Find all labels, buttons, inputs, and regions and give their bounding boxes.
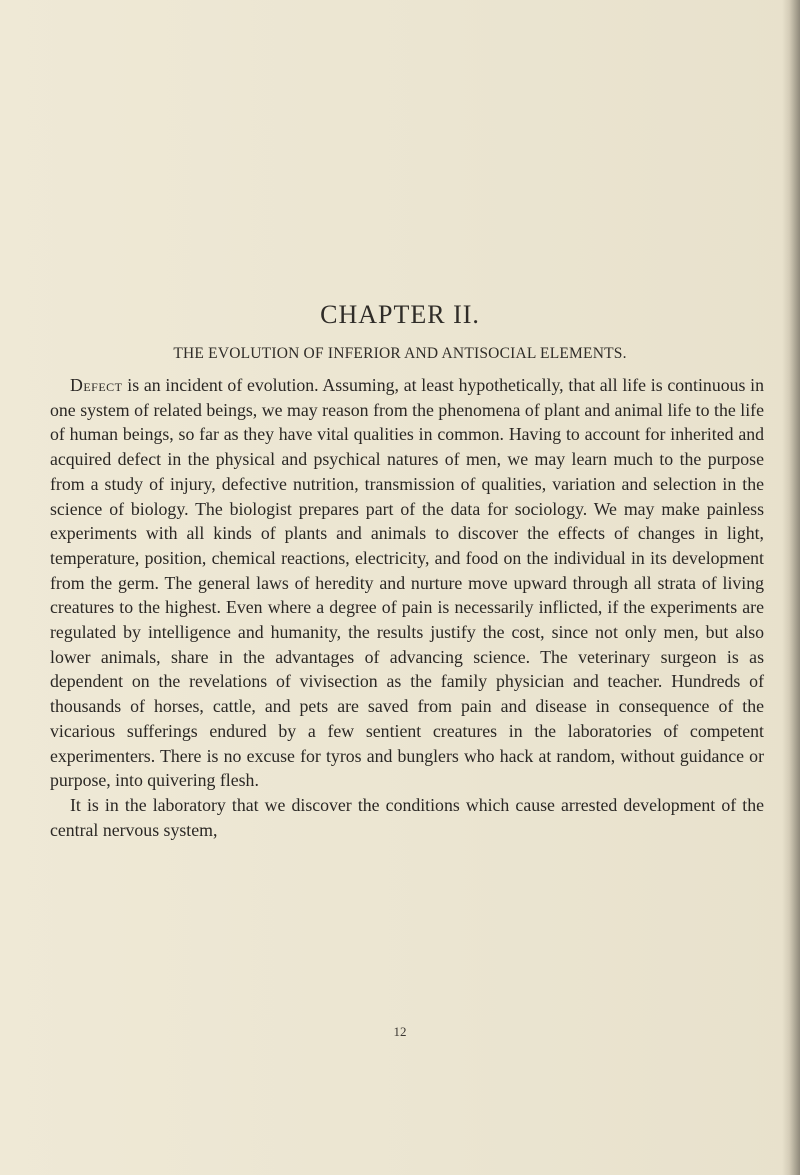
lead-word: Defect: [70, 375, 123, 395]
paragraph-1-text: is an incident of evolution. Assuming, at least hypothetically, that all life is continuous in one system of related beings, we may reason from the phenomena of plant and animal life to the life of human beings, so far as they have vital qualities in common. Having to account for inherited and acquired defect in the physical and psychical natures of men, we may learn much to the purpose from a study of injury, defective nutrition, transmission of qualities, variation and selection in the science of biology. The biologist prepares part of the data for sociology. We may make painless experiments with all kinds of plants and animals to discover the effects of changes in light, temperature, position, chemical reactions, electricity, and food on the individual in its development from the germ. The general laws of heredity and nurture move upward through all strata of living creatures to the highest. Even where a degree of pain is necessarily inflicted, if the experiments are regulated by intelligence and humanity, the results justify the cost, since not only men, but also lower animals, share in the advantages of advancing science. The veterinary surgeon is as dependent on the revelations of vivisection as the family physician and teacher. Hundreds of thousands of horses, cattle, and pets are saved from pain and disease in consequence of the vicarious sufferings endured by a few sentient creatures in the laboratories of competent experimenters. There is no excuse for tyros and bunglers who hack at random, without guidance or purpose, into quivering flesh.: [50, 375, 764, 791]
page-edge-shadow: [782, 0, 800, 1175]
chapter-heading: CHAPTER II.: [320, 300, 480, 329]
paragraph-1: [50, 373, 764, 793]
paragraph-2: It is in the laboratory that we discover the conditions which cause arrested development of the central nervous system,: [50, 794, 764, 840]
section-title: THE EVOLUTION OF INFERIOR AND ANTISOCIAL ELEMENTS.: [173, 345, 627, 362]
body-text: [50, 373, 764, 842]
page-number: 12: [393, 1024, 407, 1039]
